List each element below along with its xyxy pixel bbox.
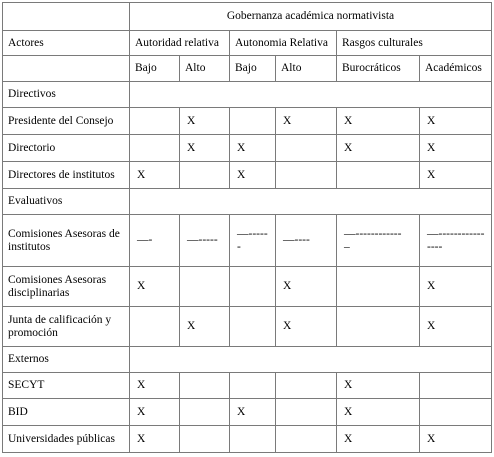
section-row (3, 189, 492, 215)
table-cell (276, 373, 337, 399)
table-cell (180, 162, 230, 189)
table-cell: X (420, 162, 492, 189)
corner-cell-2 (3, 56, 130, 82)
table-cell (420, 399, 492, 426)
table-cell: —- (130, 215, 180, 267)
table-cell: X (337, 426, 420, 453)
sub-alto: Alto (180, 56, 230, 82)
section-title: Evaluativos (3, 189, 130, 215)
table-cell: X (337, 399, 420, 426)
table-cell (130, 307, 180, 347)
table-cell (337, 162, 420, 189)
table-cell: X (337, 108, 420, 135)
table-cell (276, 399, 337, 426)
table-cell: X (180, 108, 230, 135)
table-cell: —---- (276, 215, 337, 267)
table-cell: X (130, 426, 180, 453)
table-cell (180, 373, 230, 399)
table-cell: X (420, 135, 492, 162)
corner-cell (3, 3, 130, 31)
table-row (3, 135, 492, 162)
table-cell: X (230, 162, 276, 189)
table-cell: X (130, 162, 180, 189)
table-row (3, 162, 492, 189)
category-rasgos: Rasgos culturales (337, 31, 492, 56)
actor-label: Directores de institutos (3, 162, 130, 189)
table-row (3, 426, 492, 453)
actor-label: Comisiones Asesoras de institutos (3, 215, 130, 267)
actor-label: SECYT (3, 373, 130, 399)
table-cell: X (337, 135, 420, 162)
table-cell: —------------ – (337, 215, 420, 267)
table-cell: —----- - (230, 215, 276, 267)
table-cell (337, 267, 420, 307)
table-cell (230, 426, 276, 453)
section-title: Externos (3, 347, 130, 373)
table-cell: X (420, 426, 492, 453)
sub-burocraticos: Burocráticos (337, 56, 420, 82)
table-cell: —----- (180, 215, 230, 267)
section-row (3, 347, 492, 373)
table-cell (130, 108, 180, 135)
section-row (3, 82, 492, 108)
table-cell (276, 426, 337, 453)
table-cell: X (180, 307, 230, 347)
actor-label: Comisiones Asesoras disciplinarias (3, 267, 130, 307)
section-filler (130, 82, 492, 108)
table-row (3, 373, 492, 399)
sub-alto: Alto (276, 56, 337, 82)
category-autoridad: Autoridad relativa (130, 31, 230, 56)
group-title: Gobernanza académica normativista (130, 3, 492, 31)
table-cell (180, 267, 230, 307)
table-cell: X (276, 108, 337, 135)
table-cell: —------------ ---- (420, 215, 492, 267)
table-cell: X (230, 399, 276, 426)
table-cell (180, 399, 230, 426)
table-row (3, 108, 492, 135)
table-cell (230, 108, 276, 135)
table-cell: X (130, 399, 180, 426)
actor-label: Directorio (3, 135, 130, 162)
header-row-subcategories (3, 56, 492, 82)
table-cell: X (420, 307, 492, 347)
table-cell: X (130, 373, 180, 399)
actor-label: Universidades públicas (3, 426, 130, 453)
table-cell: X (337, 373, 420, 399)
sub-academicos: Académicos (420, 56, 492, 82)
actor-label: BID (3, 399, 130, 426)
table-cell: X (130, 267, 180, 307)
actor-label: Presidente del Consejo (3, 108, 130, 135)
table-cell (230, 267, 276, 307)
table-cell: X (420, 108, 492, 135)
table-cell (337, 307, 420, 347)
table-cell: X (420, 267, 492, 307)
table-cell (276, 162, 337, 189)
table-row (3, 267, 492, 307)
section-filler (130, 347, 492, 373)
actor-label: Junta de calificación y promoción (3, 307, 130, 347)
table-cell: X (276, 267, 337, 307)
header-row-group (3, 3, 492, 31)
actors-label: Actores (3, 31, 130, 56)
category-autonomia: Autonomia Relativa (230, 31, 337, 56)
table-cell (230, 373, 276, 399)
sub-bajo: Bajo (130, 56, 180, 82)
table-cell (180, 426, 230, 453)
table-cell (276, 135, 337, 162)
table-cell (420, 373, 492, 399)
table-cell (230, 307, 276, 347)
table-body (3, 3, 492, 453)
table-cell: X (180, 135, 230, 162)
table-row (3, 215, 492, 267)
section-title: Directivos (3, 82, 130, 108)
table-row (3, 399, 492, 426)
table-cell (130, 135, 180, 162)
section-filler (130, 189, 492, 215)
governance-table (2, 2, 492, 453)
table-cell: X (230, 135, 276, 162)
table-row (3, 307, 492, 347)
header-row-categories (3, 31, 492, 56)
table-cell: X (276, 307, 337, 347)
sub-bajo: Bajo (230, 56, 276, 82)
